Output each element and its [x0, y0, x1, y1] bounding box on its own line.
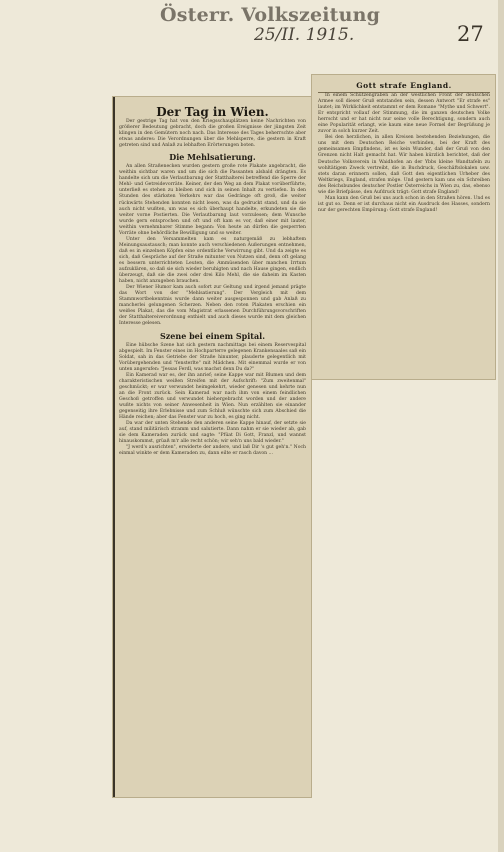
- article-paragraph: Ein Kamerad war es, der ihn anrief; seine Kappe war mit Blumen und dem charakteristischen weißen Streifen mit der Aufschrift: "Zum zweitenmal" geschmückt; er war verwundet heimgekehrt, wieder genesen und kehrte nun an die Front zurück. Sein Kamerad war nach ihm von einem feindlichen Geschoß getroffen und verwundet hiehergebracht worden und der andere wußte nichts von seiner Anwesenheit in Wien. Nun erzählten sie einander gegenseitig ihre Erlebnisse und zum Schluß wünschte sich zum Abschied die Hände reichen; aber das Fenster war zu hoch, es ging nicht.: [119, 372, 306, 421]
- right-clipping: [311, 74, 496, 380]
- article-title: Der Tag in Wien.: [156, 105, 269, 119]
- article-intro: Der gestrige Tag hat von den Kriegsschauplätzen keine Nachrichten von größerer Bedeutung gebracht, doch die großen Ereignisse der jüngsten Zeit klingen in den Gemütern noch nach. Das Interesse des Tages beherrschte aber etwas anderes: Die Verordnungen über die Mehlsperre, die gestern in Kraft getreten sind und Anlaß zu lebhaften Erörterungen boten.: [119, 119, 306, 149]
- newspaper-name: Österr. Volkszeitung: [160, 4, 381, 26]
- article-paragraph: Da war der unten Stehende den anderen seine Kappe hinauf, der setzte sie auf, stand militärisch stramm und salutierte. Dann nahm er sie wieder ab, gab sie dem Kameraden zurück und sagte: "Pfüat Di Gott, Franzl, und wannst hinauskommst, grüaß m'r alle recht schön; wir seh'n uns bald wieder.": [119, 421, 306, 445]
- handwritten-date: 25/II. 1915.: [254, 25, 355, 45]
- section-heading-spital: Szene bei einem Spital.: [159, 330, 265, 341]
- page-number: 27: [457, 22, 484, 46]
- left-article: [119, 97, 306, 457]
- article-paragraph: "J werd's ausrichten", erwiderte der andere, und laß Dir 's gut geh'n." Noch einmal winkte er dem Kameraden zu, dann eilte er rasch davon ...: [119, 445, 306, 457]
- article-paragraph: In einem Schützengraben an der westlichen Front der deutschen Armee soll dieser Gruß entstanden sein, dessen Antwort "Er strafe es" lautet; im Wirklichkeit entstammt er dem Romane "Mythe und Schwert". Er entspricht vollauf der Stimmung, die im ganzen deutschen Volke herrscht und er hat nicht nur seine volle Berechtigung, sondern auch eine Popularität erlangt, wie kaum eine neue Formel der Begrüßung je zuvor in solch kurzer Zeit.: [318, 93, 490, 135]
- article-paragraph: Eine hübsche Szene hat sich gestern nachmittags bei einem Reservespital abgespielt. Im Fenster eines im Hochparterre gelegenen Krankensaales saß ein Soldat, sah in das Getriebe der Straße hinunter, plauderte gelegentlich mit Vorübergehenden und "fensterlte" mit Mädchen. Mit einemmal wurde er von unten angerufen: "Jessas Ferdl, was machst denn Du da?": [119, 342, 306, 372]
- left-clipping: [112, 96, 312, 798]
- article-paragraph: An allen Straßenecken wurden gestern große rote Plakate angebracht, die weithin sichtbar waren und um die sich die Passanten alsbald drängten. Es handelte sich um die Verlautbarung der Statthalterei betreffend die Sperre der Mehl- und Getreidevorräte. Keiner, der den Weg an dem Plakat vorüberführte, unterließ es stehen zu bleiben und sich in seinen Inhalt zu vertiefen. In den Stunden des stärksten Verkehrs war das Gedränge oft groß, die weiter rückwärts Stehenden konnten nicht lesen, was da gedruckt stand, und da sie auch nicht wußten, um was es sich überhaupt handelte, erkundeten sie die weiter vorne Postierten. Die Verlautbarung laut vorzulesen; dem Wunsche wurde gern entsprochen und oft und oft kam es vor, daß einer mit lauter, weithin vernehmbarer Stimme begann: Von heute an dürfen die gesperrten Vorräte ohne behördliche Bewilligung und so weiter.: [119, 164, 306, 236]
- article-paragraph: Man kann den Gruß bei uns auch schon in den Straßen hören. Und es ist gut so. Denn er ist durchaus nicht ein Ausdruck des Hasses, sondern nur der gerechten Empörung: Gott strafe England!: [318, 195, 490, 213]
- article-paragraph: Der Wiener Humor kam auch sofort zur Geltung und irgend jemand prägte das Wort von der "Mehlsatierung". Der Vergleich mit dem Stammwortbekenntnis wurde dann weiter ausgesponnen und gab Anlaß zu mancherlei gelungenen Scherzen. Neben den roten Plakaten erschien ein weißes Plakat, das die vom Magistrat erlassenen Durchführungsvorschriften der Statthaltereiverordnung enthielt und auch dieses wurde mit dem gleichen Interesse gelesen.: [119, 285, 306, 327]
- right-article: [318, 75, 490, 214]
- article-paragraph: Unter den Versammelten kam es naturgemäß zu lebhaftem Meinungsaustausch; man konnte auch verschiedenen Äußerungen entnehmen, daß es in einzelnen Köpfen eine ordentliche Verwirrung gibt. Und da zeigte es sich, daß Gespräche auf der Straße mitunter von Nutzen sind, denn oft gelang es bessern unterrichteten Leuten, die Ammüsenden über manchen Irrtum aufzuklären, so daß sie sich wieder beruhigten und nach Hause gingen, endlich überzeugt, daß sie die zwei oder drei Kilo Mehl, die sie daheim im Kasten haben, nicht anzugeben brauchen.: [119, 236, 306, 285]
- section-heading-mehl: Die Mehlsatierung.: [169, 152, 256, 163]
- left-margin-rule: [113, 97, 115, 797]
- article-paragraph: Bei den herzlichen, in allen Kreisen bestehenden Beziehungen, die uns mit dem Deutschen Reiche verbinden, bei der Kraft des gemeinsamen Empfindens, ist es kein Wunder, daß der Gruß von den Grenzen nicht Halt gemacht hat. Wir haben kürzlich berichtet, daß der Deutsche Volksverein in Waidhofen an der Ybbs kleine Wandtafeln zu wohltätigem Zweck vertreibt, die in Buchdruck, Geschäftslokalen usw. stets daran erinnern sollen, daß Gott den eigentlichen Urheber des Weltkriegs, England, strafen möge. Und gestern kam uns ein Schreiben des Reichsbundes deutscher Postler Österreichs in Wien zu, das, ebenso wie die Briefpässe, den Aufdruck trägt: Gott strafe England!: [318, 135, 490, 195]
- article-title: Gott strafe England.: [318, 81, 490, 93]
